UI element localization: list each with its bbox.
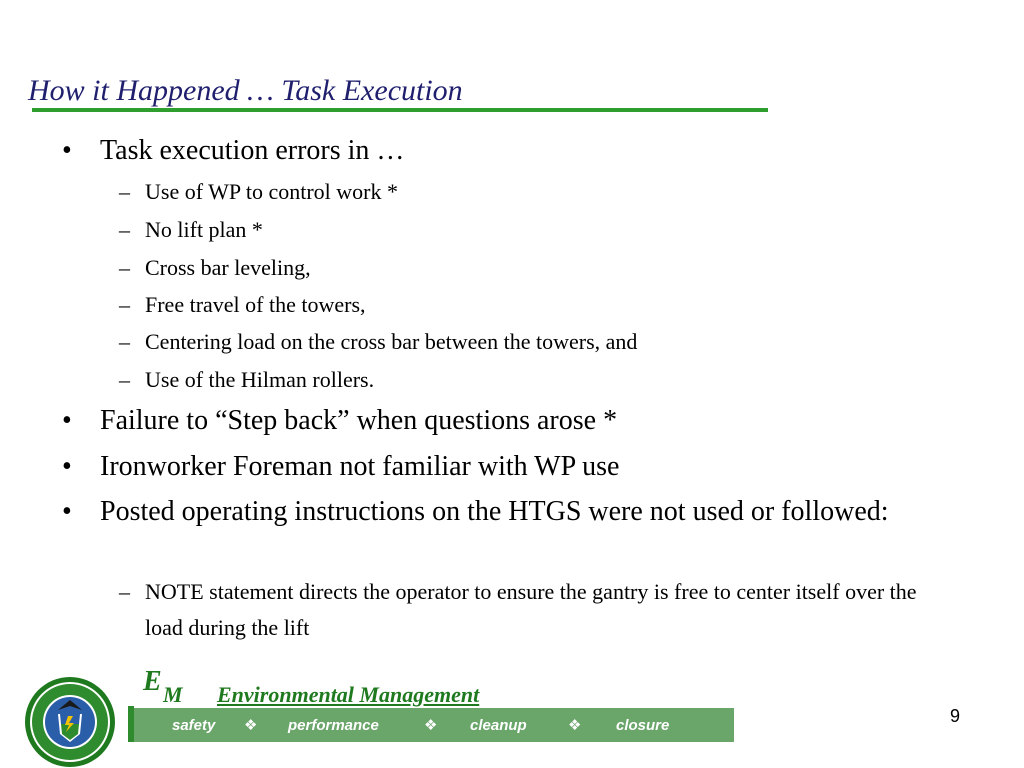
bullet-text: Ironworker Foreman not familiar with WP use (100, 451, 620, 482)
tagline-cleanup: cleanup (470, 716, 527, 734)
bullet-text: Failure to “Step back” when questions arose * (100, 405, 618, 436)
bullet-text: Free travel of the towers, (145, 292, 366, 317)
tagline-bar (134, 708, 734, 742)
bullet-item (62, 495, 950, 529)
sub-bullet-item (119, 253, 311, 283)
bullet-text: Centering load on the cross bar between the towers, and (145, 329, 638, 354)
tagline-separator-icon: ❖ (424, 717, 438, 734)
bullet-text: Use of the Hilman rollers. (145, 367, 375, 392)
bullet-text: Task execution errors in … (100, 135, 405, 166)
bullet-marker: – (119, 255, 130, 280)
organization-label: Environmental Management (217, 682, 480, 707)
bullet-marker: • (62, 405, 72, 436)
bullet-item (62, 450, 620, 484)
bullet-marker: – (119, 217, 130, 242)
title-divider (32, 108, 768, 112)
sub-bullet-item (119, 574, 925, 646)
bullet-marker: – (119, 579, 130, 604)
slide-title: How it Happened … Task Execution (28, 74, 463, 107)
bullet-text: Posted operating instructions on the HTGS were not used or followed: (100, 496, 889, 527)
bullet-marker: – (119, 329, 130, 354)
doe-seal-logo (24, 676, 116, 768)
em-logo-m: M (163, 682, 183, 707)
bullet-item (62, 134, 405, 168)
bullet-text: Cross bar leveling, (145, 255, 311, 280)
sub-bullet-item (119, 177, 398, 207)
bullet-marker: – (119, 367, 130, 392)
sub-bullet-item (119, 365, 375, 395)
bullet-marker: – (119, 179, 130, 204)
tagline-closure: closure (616, 716, 670, 734)
bullet-marker: – (119, 292, 130, 317)
tagline-safety: safety (172, 716, 216, 734)
tagline-separator-icon: ❖ (568, 717, 582, 734)
bullet-item (62, 404, 618, 438)
bullet-marker: • (62, 496, 72, 527)
bullet-text: NOTE statement directs the operator to ensure the gantry is free to center itself over the load during the lift (145, 579, 917, 640)
bullet-text: Use of WP to control work * (145, 179, 398, 204)
sub-bullet-item (119, 327, 638, 357)
page-number: 9 (950, 706, 961, 726)
sub-bullet-item (119, 290, 366, 320)
bullet-marker: • (62, 135, 72, 166)
em-logo-e: E (143, 666, 162, 697)
sub-bullet-item (119, 215, 263, 245)
tagline-separator-icon: ❖ (244, 717, 258, 734)
tagline-performance: performance (288, 716, 379, 734)
bullet-text: No lift plan * (145, 217, 263, 242)
bullet-marker: • (62, 451, 72, 482)
